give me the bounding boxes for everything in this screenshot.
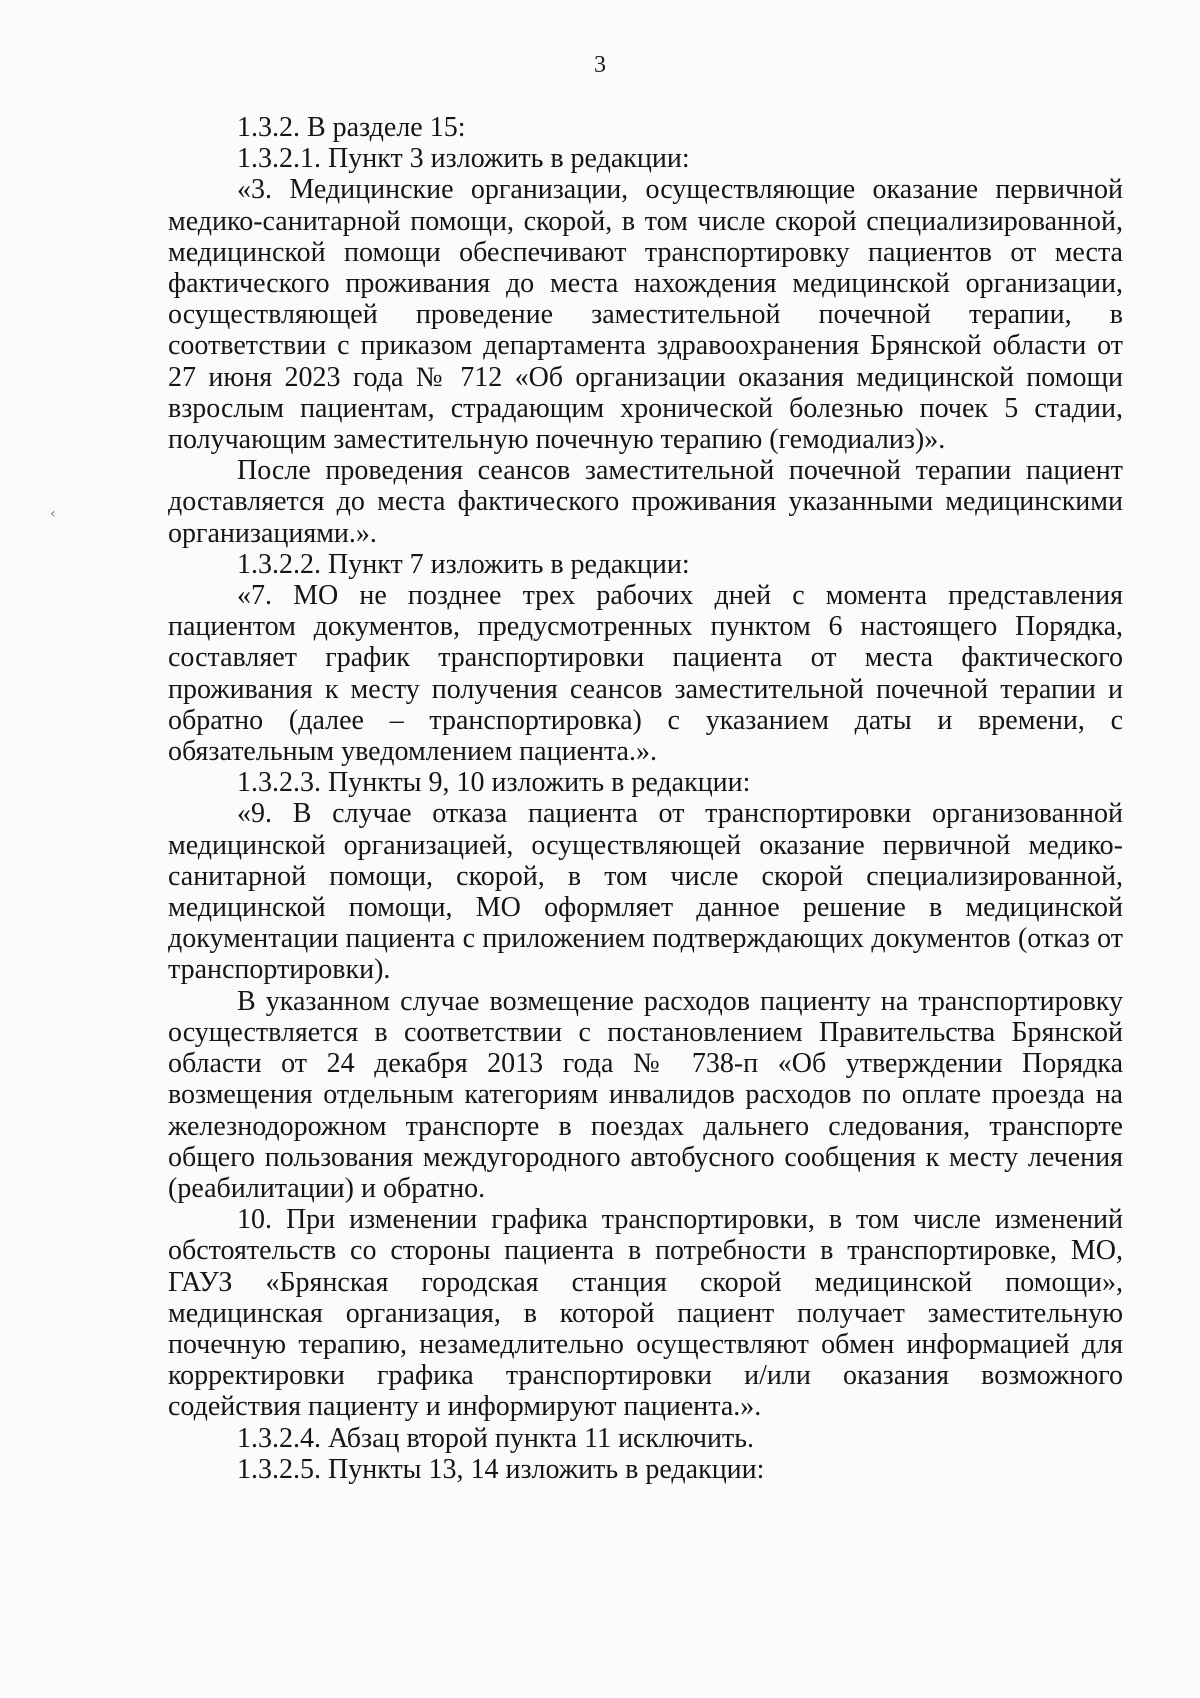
point-7-text: «7. МО не позднее трех рабочих дней с момента представления пациентом документов, предусмотренных пунктом 6 настоящего Порядка, составляет график транспортировки пациента от места фактического проживания к месту получения сеансов заместительной почечной терапии и обратно (далее – транспортировка) с указанием даты и времени, с обязательным уведомлением пациента.». <box>168 580 1123 768</box>
point-9-text: «9. В случае отказа пациента от транспортировки организованной медицинской организацией, осуществляющей оказание первичной медико-санитарной помощи, скорой, в том числе скорой специализированной, медицинской помощи, МО оформляет данное решение в медицинской документации пациента с приложением подтверждающих документов (отказ от транспортировки). <box>168 798 1123 986</box>
point-10-text: 10. При изменении графика транспортировки, в том числе изменений обстоятельств со стороны пациента в потребности в транспортировке, МО, ГАУЗ «Брянская городская станция скорой медицинской помощи», медицинская организация, в которой пациент получает заместительную почечную терапию, незамедлительно осуществляют обмен информацией для корректировки графика транспортировки и/или оказания возможного содействия пациенту и информируют пациента.». <box>168 1204 1123 1423</box>
clause-1-3-2-4: 1.3.2.4. Абзац второй пункта 11 исключить. <box>237 1422 754 1454</box>
clause-1-3-2-2: 1.3.2.2. Пункт 7 изложить в редакции: <box>237 548 690 580</box>
clause-1-3-2-3: 1.3.2.3. Пункты 9, 10 изложить в редакции: <box>237 767 751 799</box>
point-3-continuation: После проведения сеансов заместительной почечной терапии пациент доставляется до места фактического проживания указанными медицинскими организациями.». <box>168 455 1123 549</box>
point-3-text: «3. Медицинские организации, осуществляющие оказание первичной медико-санитарной помощи, скорой, в том числе скорой специализированной, медицинской помощи обеспечивают транспортировку пациентов от места фактического проживания до места нахождения медицинской организации, осуществляющей проведение заместительной почечной терапии, в соответствии с приказом департамента здравоохранения Брянской области от 27 июня 2023 года № 712 «Об организации оказания медицинской помощи взрослым пациентам, страдающим хронической болезнью почек 5 стадии, получающим заместительную почечную терапию (гемодиализ)». <box>168 174 1123 456</box>
clause-1-3-2-5: 1.3.2.5. Пункты 13, 14 изложить в редакции: <box>237 1453 765 1485</box>
clause-1-3-2-1: 1.3.2.1. Пункт 3 изложить в редакции: <box>237 143 690 175</box>
page-number: 3 <box>594 52 606 78</box>
document-body <box>168 112 1123 1485</box>
section-heading-1-3-2: 1.3.2. В разделе 15: <box>237 112 466 143</box>
point-9-continuation: В указанном случае возмещение расходов пациенту на транспортировку осуществляется в соответствии с постановлением Правительства Брянской области от 24 декабря 2013 года № 738-п «Об утверждении Порядка возмещения отдельным категориям инвалидов расходов по оплате проезда на железнодорожном транспорте в поездах дальнего следования, транспорте общего пользования междугородного автобусного сообщения к месту лечения (реабилитации) и обратно. <box>168 985 1123 1204</box>
margin-mark: ‹ <box>50 506 56 522</box>
